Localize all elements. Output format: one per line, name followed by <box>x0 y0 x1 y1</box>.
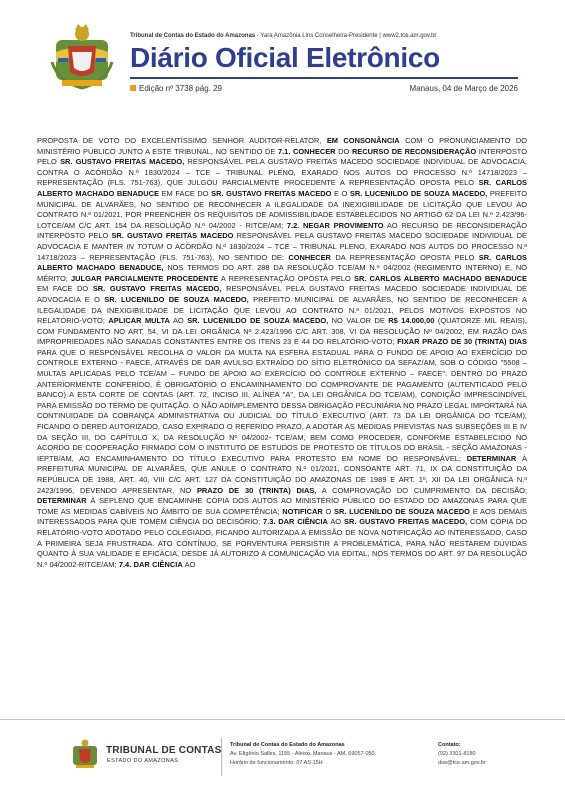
body-text-segment: O ACÓRDÃO N.º 1830/2024 – TCE – TRIBUNAL PLENO, EXARADO NOS AUTOS DO PROCESSO N.º 14718/2023 – REPRESENTAÇÃO (FLS. 751-763), NO SENTIDO DE: <box>37 241 527 262</box>
header-org-subtitle: - Yara Amazônia Lins Conselheira-Presidente | www2.tce.am.gov.br <box>255 33 437 39</box>
body-text-segment: EM FACE DO <box>37 284 93 294</box>
body-text-segment: AO <box>182 559 196 569</box>
body-bold-segment: SR. GUSTAVO FREITAS MACEDO <box>211 188 332 198</box>
body-bold-segment: SR. LUCENILDO DE SOUZA MACEDO, <box>187 316 329 326</box>
body-bold-segment: SR. CARLOS ALBERTO MACHADO BENADUCE <box>37 178 527 198</box>
footer-address <box>230 741 376 767</box>
footer-contact-title: Contato: <box>438 742 461 748</box>
body-text-segment: E O <box>331 188 350 198</box>
body-bold-segment: 7.3. DAR CIÊNCIA <box>263 517 328 527</box>
body-bold-segment: NOTIFICAR <box>282 506 323 516</box>
org-name: Tribunal de Contas do Estado do Amazonas <box>130 33 256 39</box>
body-bold-segment: PRAZO DE 30 (TRINTA) DIAS, <box>196 485 317 495</box>
body-text-segment: EM FACE DO <box>159 188 212 198</box>
body-bold-segment: R$ 14.000,00 <box>388 316 435 326</box>
body-text-segment: À SEPLENO QUE ENCAMINHE CÓPIA DOS AUTOS AO MINISTÉRIO PÚBLICO DO ESTADO DO AMAZONAS PARA QUE TOME AS MEDIDAS CABÍVEIS NO ÂMBITO DE SUA COMPETÊNCIA; <box>37 496 527 516</box>
body-bold-segment: SR. LUCENILDO DE SOUZA MACEDO, <box>349 188 488 198</box>
body-text-segment: À PREFEITURA MUNICIPAL DE ALVARÃES, QUE ANULE O CONTRATO N.º 01/2021, CONSOANTE ART. 71, IX DA CONSTITUIÇÃO DA REPÚBLICA DE 1988, ART. 40, VIII C/C ART. 127 DA CONSTITUIÇÃO DO AMAZONAS DE 1989 E ART. 1º, XII DA LEI ORGÂNICA N.º 2423/1996, DEVENDO APRESENTAR, NO <box>37 453 527 495</box>
footer-address-title: Tribunal de Contas do Estado do Amazonas <box>230 742 345 748</box>
body-text-segment: DA REPRESENTAÇÃO OPOSTA PELO <box>330 252 479 262</box>
body-text-segment: DO <box>335 146 352 156</box>
body-text-segment: RESPONSÁVEL PELA GUSTAVO FREITAS MACEDO SOCIEDADE INDIVIDUAL DE ADVOCACIA E MANTER <box>37 231 527 251</box>
document-body <box>37 136 527 708</box>
body-text-segment: NOS TERMOS DO ART. 288 DA RESOLUÇÃO TCE/AM N.º 04/2002 (REGIMENTO INTERNO) E, NO MÉRITO; <box>37 263 527 283</box>
footer-crest-icon <box>70 738 100 771</box>
body-text-segment: O <box>322 506 335 516</box>
footer-hours: Horário de funcionamento: 07 AS 15H <box>230 759 323 766</box>
body-text-segment: NO VALOR DE <box>328 316 389 326</box>
header-top-line <box>130 33 436 39</box>
body-bold-segment: SR. GUSTAVO FREITAS MACEDO, <box>343 517 468 527</box>
body-text-segment: PREFEITO MUNICIPAL DE ALVARÃES, NO SENTIDO DE RECONHECER A ILEGALIDADE DA INEXIGIBILIDADE DE LICITAÇÃO QUE LEVOU AO CONTRATO N.º 01/2021, PELOS MOTIVOS EXPOSTOS NO RELATÓRIO-VOTO; <box>37 294 527 326</box>
body-text-segment: PARA QUE O RESPONSÁVEL RECOLHA O VALOR DA MULTA NA ESFERA ESTADUAL PARA O FUNDO DE APOIO AO EXERCÍCIO DO CONTROLE EXTERNO - FAECE, ATRAVÉS DE DAR AVULSO EXTRAÍDO DO SÍTIO ELETRÔNICO DA SEFAZ/AM, SOB O CÓDIGO "5508 – MULTAS APLICADAS PELO TCE/AM – FUNDO DE APOIO AO EXERCÍCIO DO CONTROLE EXTERNO – FAECE". DENTRO DO PRAZO ANTERIORMENTE CONFERIDO, É OBRIGATÓRIO O ENCAMINHAMENTO DO COMPROVANTE DE PAGAMENTO (AUTENTICADO PELO BANCO) A ESTA CORTE DE CONTAS (ART. 72, INCISO III, ALÍNEA "A", DA LEI ORGÂNICA DO TCE/AM), CONDIÇÃO IMPRESCINDÍVEL PARA EMISSÃO DO TERMO DE QUITAÇÃO. O NÃO ADIMPLEMENTO DESSA OBRIGAÇÃO PECUNIÁRIA NO PRAZO LEGAL IMPORTARÁ NA CONTINUIDADE DA COBRANÇA ADMINISTRATIVA OU JUDICIAL DO TÍTULO EXECUTIVO (ART. 73 DA LEI ORGÂNICA DO TCE/AM), FICANDO O DERED AUTORIZADO, CASO EXPIRADO O REFERIDO PRAZO, A ADOTAR AS MEDIDAS PREVISTAS NAS SUBSEÇÕES III E IV DA SEÇÃO III, DO CAPÍTULO X, DA RESOLUÇÃO Nº 04/2002- TCE/AM, BEM COMO PROCEDER, CONFORME ESTABELECIDO NO ACORDO DE COOPERAÇÃO FIRMADO COM O INSTITUTO DE ESTUDOS DE PROTESTO DE TÍTULOS DO BRASIL - SEÇÃO AMAZONAS - IEPTB/AM, AO ENCAMINHAMENTO DO TÍTULO EXECUTIVO PARA PROTESTO EM NOME DO RESPONSÁVEL; <box>37 347 527 463</box>
body-bold-segment: 7.1. CONHECER <box>277 146 336 156</box>
edition-text: Edição nº 3738 pág. 29 <box>139 84 222 93</box>
body-bold-segment: 7.2. NEGAR PROVIMENTO <box>286 220 384 230</box>
body-bold-segment: SR. CARLOS ALBERTO MACHADO BENADUCE, <box>37 252 527 273</box>
body-text-segment: AO RECURSO DE RECONSIDERAÇÃO INTERPOSTO PELO <box>37 220 527 241</box>
body-bold-segment: SR. GUSTAVO FREITAS MACEDO, <box>60 157 185 167</box>
body-text-segment: RESPONSÁVEL PELA GUSTAVO FREITAS MACEDO SOCIEDADE INDIVIDUAL DE ADVOCACIA, CONTRA O ACÓRDÃO N.º 1830/2024 – TCE – TRIBUNAL PLENO, EXARADO NOS AUTOS DO PROCESSO N.º 14718/2023 – REPRESENTAÇÃO (FLS. 751-763), QUE JULGOU PARCIALMENTE PROCEDENTE A REPRESENTAÇÃO OPOSTA PELO <box>37 157 527 188</box>
body-text-segment: IN TOTUM <box>126 241 164 251</box>
body-text-segment: A REPRESENTAÇÃO OPOSTA PELO <box>218 273 354 283</box>
body-bold-segment: 7.4. DAR CIÊNCIA <box>118 559 183 569</box>
title-underline <box>130 77 518 79</box>
body-text-segment: RESPONSÁVEL PELA GUSTAVO FREITAS MACEDO SOCIEDADE INDIVIDUAL DE ADVOCACIA E O <box>37 284 527 304</box>
body-text-segment: INTERPOSTO PELO <box>37 146 527 167</box>
body-bold-segment: FIXAR PRAZO DE 30 (TRINTA) DIAS <box>397 337 527 347</box>
body-bold-segment: SR. CARLOS ALBERTO MACHADO BENADUCE <box>353 273 527 283</box>
coat-of-arms-icon <box>48 22 116 92</box>
page-header <box>0 0 565 110</box>
edition-label <box>130 84 222 93</box>
body-bold-segment: CONHECER <box>288 252 331 262</box>
footer-separator <box>0 719 565 720</box>
body-bold-segment: JULGAR PARCIALMENTE PROCEDENTE <box>71 273 219 283</box>
body-bold-segment: DETERMINAR <box>37 496 87 506</box>
body-bold-segment: SR. GUSTAVO FREITAS MACEDO, <box>92 284 222 294</box>
body-bold-segment: EM CONSONÂNCIA <box>326 136 400 145</box>
footer-org-sub: ESTADO DO AMAZONAS <box>107 758 179 764</box>
footer-org-name: TRIBUNAL DE CONTAS <box>106 745 222 756</box>
body-text-segment: COM O PRONUNCIAMENTO DO MINISTÉRIO PÚBLICO JUNTO A ESTE TRIBUNAL, NO SENTIDO DE <box>37 136 527 156</box>
body-bold-segment: SR. LUCENILDO DE SOUZA MACEDO, <box>104 294 249 304</box>
body-text-segment: A COMPROVAÇÃO DO CUMPRIMENTO DA DECISÃO; <box>316 485 527 495</box>
dateline: Manaus, 04 de Março de 2026 <box>409 84 518 93</box>
page-title: Diário Oficial Eletrônico <box>130 42 440 73</box>
body-text-segment: COM CÓPIA DO RELATÓRIO-VOTO ADOTADO PELO COLEGIADO, FICANDO AUTORIZADA A EMISSÃO DE NOVA NOTIFICAÇÃO AO INTERESSADO, CASO A PRIMEIRA SEJA FRUSTRADA. ATO CONTÍNUO, SE PORVENTURA PERSISTIR A PROBLEMÁTICA, PARA NÃO RESTAREM DÚVIDAS QUANTO À SUA VALIDADE E EFICÁCIA, DESDE JÁ AUTORIZO A COMUNICAÇÃO VIA EDITAL, NOS TERMOS DO ART. 97 DA RESOLUÇÃO N.º 04/2002-RITCE/AM; <box>37 517 527 569</box>
edition-square-icon <box>130 85 136 91</box>
body-text-segment: (QUATORZE MIL REAIS), COM FUNDAMENTO NO ART. 54, VI DA LEI ORGÂNICA Nº 2.423/1996 C/C ART. 308, VI DA RESOLUÇÃO Nº 04/2002, EM RAZÃO DAS IMPROPRIEDADES NÃO SANADAS CONSTANTES ENTRE OS ITENS 23 E 44 DO RELATÓRIO-VOTO; <box>37 316 527 347</box>
body-text-segment: AO <box>327 517 344 527</box>
body-text-segment: PROPOSTA DE VOTO DO EXCELENTÍSSIMO SENHOR AUDITOR-RELATOR, <box>37 136 327 145</box>
body-text-segment: E AOS DEMAIS INTERESSADOS PARA QUE TOMEM CIÊNCIA DO DECISÓRIO; <box>37 506 527 527</box>
footer-email[interactable]: doe@tce.am.gov.br <box>438 759 486 766</box>
body-bold-segment: DETERMINAR <box>466 453 517 463</box>
footer-address-line: Av. Efigênio Salles, 1155 - Aleixo, Manaus - AM, 69057-050. <box>230 750 377 757</box>
body-text-segment: AO <box>169 316 188 326</box>
body-text-segment: PREFEITO MUNICIPAL DE ALVARÃES, NO SENTIDO DE RECONHECER A ILEGALIDADE DA INEXIGIBILIDADE DE LICITAÇÃO QUE LEVOU AO CONTRATO N.º 01/2021, POR PREENCHER OS REQUISITOS DE ADMISSIBILIDADE ESTABELECIDOS NO ARTIGO 62 DA LEI N.º 2.423/96-LOTCE/AM C/C ART. 154 DA RESOLUÇÃO N.º 04/2002 - RITCE/AM; <box>37 188 527 230</box>
footer-contact <box>438 741 486 767</box>
body-bold-segment: APLICAR MULTA <box>108 316 170 326</box>
footer-divider <box>221 738 222 776</box>
body-bold-segment: SR. GUSTAVO FREITAS MACEDO <box>111 231 234 241</box>
body-bold-segment: SR. LUCENILDO DE SOUZA MACEDO <box>334 506 470 516</box>
body-bold-segment: RECURSO DE RECONSIDERAÇÃO <box>351 146 477 156</box>
footer-phone: (92) 3301-8180 <box>438 750 476 757</box>
